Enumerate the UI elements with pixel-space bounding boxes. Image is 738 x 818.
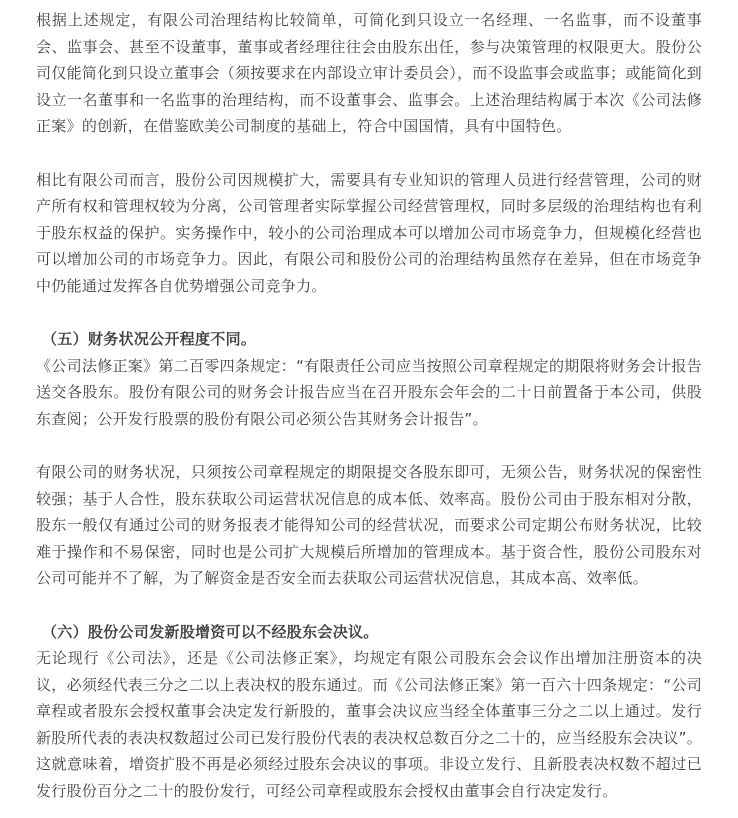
paragraph-spacer xyxy=(36,299,702,326)
section-heading-5: （五）财务状况公开程度不同。 xyxy=(42,330,257,348)
paragraph-management-comparison: 相比有限公司而言，股份公司因规模扩大，需要具有专业知识的管理人员进行经营管理，公司的财产所有权和管理权较为分离，公司管理者实际掌握公司经营管理权，同时多层级的治理结构也有利于股东权益的保护。实务操作中，较小的公司治理成本可以增加公司市场竞争力，但规模化经营也可以增加公司的市场竞争力。因此，有限公司和股份公司的治理结构虽然存在差异，但在市场竞争中仍能通过发挥各自优势增强公司竞争力。 xyxy=(36,170,702,295)
paragraph-spacer xyxy=(36,592,702,619)
paragraph-governance-structure: 根据上述规定，有限公司治理结构比较简单，可简化到只设立一名经理、一名监事，而不设董事会、监事会、甚至不设董事，董事或者经理往往会由股东出任，参与决策管理的权限更大。股份公司仅能简化到只设立董事会（须按要求在内部设立审计委员会），而不设监事会或监事；或能简化到设立一名董事和一名监事的治理结构，而不设董事会、监事会。上述治理结构属于本次《公司法修正案》的创新，在借鉴欧美公司制度的基础上，符合中国国情，具有中国特色。 xyxy=(36,11,702,135)
paragraph-new-share-issuance: 无论现行《公司法》，还是《公司法修正案》，均规定有限公司股东会会议作出增加注册资本的决议，必须经代表三分之二以上表决权的股东通过。而《公司法修正案》第一百六十四条规定：“公司章程或者股东会授权董事会决定发行新股的，董事会决议应当经全体董事三分之二以上通过。发行新股所代表的表决权数超过公司已发行股份代表的表决权总数百分之二十的，应当经股东会决议”。这就意味着，增资扩股不再是必须经过股东会决议的事项。非设立发行、且新股表决权数不超过已发行股份百分之二十的股份发行，可经公司章程或股东会授权由董事会自行决定发行。 xyxy=(36,649,702,800)
paragraph-spacer xyxy=(36,140,702,167)
paragraph-financial-disclosure: 有限公司的财务状况，只须按公司章程规定的期限提交各股东即可，无须公告，财务状况的保密性较强；基于人合性，股东获取公司运营状况信息的成本低、效率高。股份公司由于股东相对分散，股东一般仅有通过公司的财务报表才能得知公司的经营状况，而要求公司定期公布财务状况，比较难于操作和不易保密，同时也是公司扩大规模后所增加的管理成本。基于资合性，股份公司股东对公司可能并不了解，为了解资金是否安全而去获取公司运营状况信息，其成本高、效率低。 xyxy=(36,463,702,587)
paragraph-article-204: 《公司法修正案》第二百零四条规定：“有限责任公司应当按照公司章程规定的期限将财务会计报告送交各股东。股份有限公司的财务会计报告应当在召开股东会年会的二十日前置备于本公司，供股东查阅；公开发行股票的股份有限公司必须公告其财务会计报告”。 xyxy=(36,356,702,428)
section-heading-6: （六）股份公司发新股增资可以不经股东会决议。 xyxy=(42,622,379,641)
paragraph-spacer xyxy=(36,432,702,459)
